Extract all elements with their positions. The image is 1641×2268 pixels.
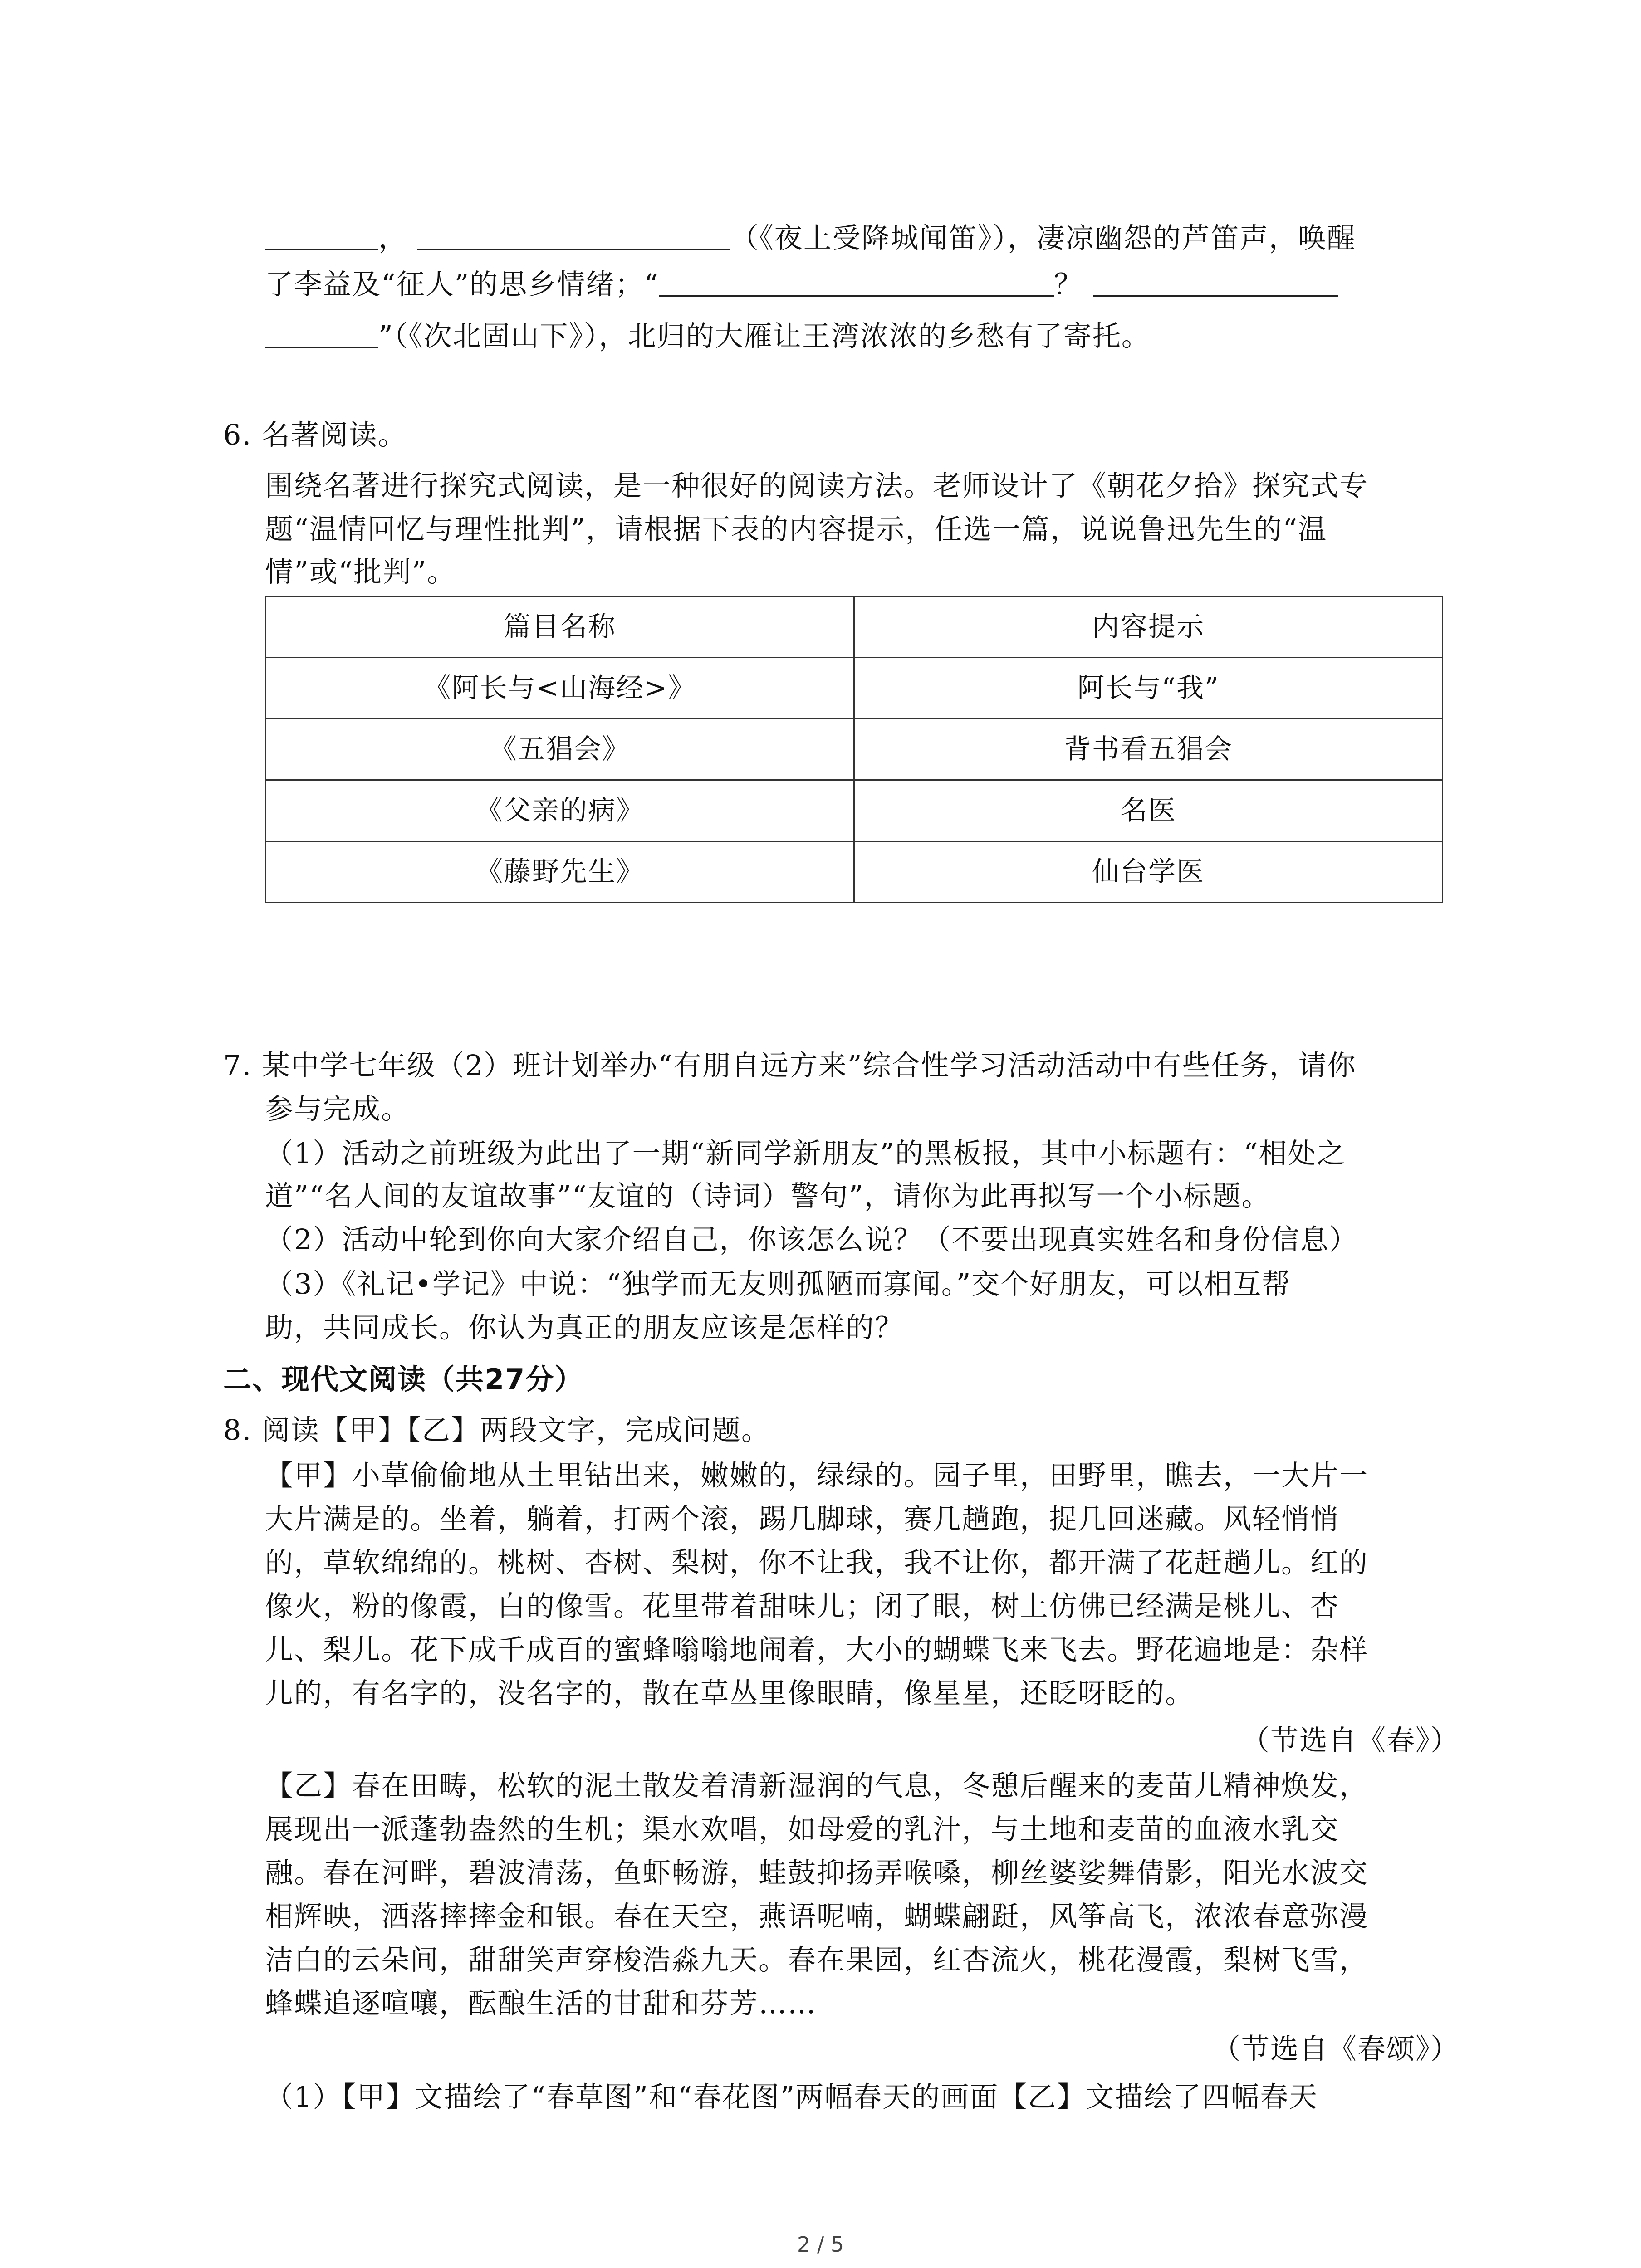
- table-row: [266, 719, 1443, 780]
- table-cell-title: 《五猖会》: [266, 719, 854, 780]
- answer-blank[interactable]: [659, 269, 1054, 297]
- q6-paragraph-line: 题“温情回忆与理性批判”，请根据下表的内容提示，任选一篇，说说鲁迅先生的“温: [265, 513, 1327, 546]
- table-header-row: [266, 596, 1443, 658]
- q5-line-1-tail: （《夜上受降城闻笛》），凄凉幽怨的芦笛声，唤醒: [730, 221, 1356, 254]
- table-cell-title: 《藤野先生》: [266, 841, 854, 903]
- passage-jia-line: 儿的，有名字的，没名字的，散在草丛里像眼睛，像星星，还眨呀眨的。: [265, 1677, 1195, 1710]
- passage-jia-line: 【甲】小草偷偷地从土里钻出来，嫩嫩的，绿绿的。园子里，田野里，瞧去，一大片一: [265, 1459, 1369, 1492]
- section-heading: 二、现代文阅读（共27分）: [223, 1363, 584, 1396]
- answer-blank[interactable]: [1093, 269, 1338, 297]
- table-cell-hint: 背书看五猖会: [854, 719, 1443, 780]
- answer-blank[interactable]: [417, 223, 730, 250]
- table-cell-title: 《阿长与<山海经>》: [266, 658, 854, 719]
- q5-line-2: 了李益及“征人”的思乡情绪；“ ？: [265, 269, 1338, 298]
- table-cell-hint: 名医: [854, 780, 1443, 841]
- passage-jia-line: 的，草软绵绵的。桃树、杏树、梨树，你不让我，我不让你，都开满了花赶趟儿。红的: [265, 1546, 1369, 1579]
- q6-title: 6. 名著阅读。: [223, 418, 407, 451]
- page-number: 2 / 5: [797, 2232, 844, 2257]
- table-cell-hint: 阿长与“我”: [854, 658, 1443, 719]
- q7-line: 道”“名人间的友谊故事”“友谊的（诗词）警句”，请你为此再拟写一个小标题。: [265, 1179, 1271, 1212]
- passage-jia-line: 大片满是的。坐着，躺着，打两个滚，踢几脚球，赛几趟跑，捉几回迷藏。风轻悄悄: [265, 1502, 1340, 1535]
- passage-jia-source: （节选自《春》）: [1241, 1724, 1460, 1757]
- answer-blank[interactable]: [265, 223, 378, 250]
- q6-paragraph-line: 围绕名著进行探究式阅读，是一种很好的阅读方法。老师设计了《朝花夕拾》探究式专: [265, 469, 1369, 502]
- passage-yi-line: 蜂蝶追逐喧嚷，酝酿生活的甘甜和芬芳……: [265, 1987, 817, 2020]
- passage-yi-line: 展现出一派蓬勃盎然的生机；渠水欢唱，如母爱的乳汁，与土地和麦苗的血液水乳交: [265, 1813, 1340, 1846]
- passage-jia-line: 儿、梨儿。花下成千成百的蜜蜂嗡嗡地闹着，大小的蝴蝶飞来飞去。野花遍地是：杂样: [265, 1633, 1369, 1666]
- table-cell-hint: 仙台学医: [854, 841, 1443, 903]
- q8-title: 8. 阅读【甲】【乙】两段文字，完成问题。: [223, 1413, 770, 1447]
- passage-yi-line: 【乙】春在田畴，松软的泥土散发着清新湿润的气息，冬憩后醒来的麦苗儿精神焕发，: [265, 1769, 1369, 1802]
- q7-title: 7. 某中学七年级（2）班计划举办“有朋自远方来”综合性学习活动活动中有些任务，请你: [223, 1049, 1357, 1082]
- q8-sub-1: （1）【甲】文描绘了“春草图”和“春花图”两幅春天的画面【乙】文描绘了四幅春天: [265, 2080, 1318, 2113]
- table-header-cell: 篇目名称: [266, 596, 854, 658]
- passage-yi-line: 融。春在河畔，碧波清荡，鱼虾畅游，蛙鼓抑扬弄喉嗓，柳丝婆娑舞倩影，阳光水波交: [265, 1856, 1369, 1889]
- passage-yi-source: （节选自《春颂》）: [1212, 2032, 1460, 2065]
- table-row: [266, 841, 1443, 903]
- answer-blank[interactable]: [265, 321, 378, 348]
- q7-sub-3: （3）《礼记•学记》中说：“独学而无友则孤陋而寡闻。”交个好朋友，可以相互帮: [265, 1267, 1291, 1300]
- table-row: [266, 780, 1443, 841]
- q5-line-3: ”（《次北固山下》），北归的大雁让王湾浓浓的乡愁有了寄托。: [265, 321, 1151, 350]
- q7-line: 参与完成。: [265, 1092, 411, 1125]
- q5-line-1: ， （《夜上受降城闻笛》），凄凉幽怨的芦笛声，唤醒: [265, 223, 1356, 252]
- q6-paragraph-line: 情”或“批判”。: [265, 555, 456, 588]
- passage-jia-line: 像火，粉的像霞，白的像雪。花里带着甜味儿；闭了眼，树上仿佛已经满是桃儿、杏: [265, 1589, 1340, 1623]
- q7-sub-1: （1）活动之前班级为此出了一期“新同学新朋友”的黑板报，其中小标题有：“相处之: [265, 1137, 1346, 1170]
- table-row: [266, 658, 1443, 719]
- works-table: [265, 596, 1443, 903]
- passage-yi-line: 相辉映，洒落摔摔金和银。春在天空，燕语呢喃，蝴蝶翩跹，风筝高飞，浓浓春意弥漫: [265, 1900, 1369, 1933]
- q7-sub-2: （2）活动中轮到你向大家介绍自己，你该怎么说？（不要出现真实姓名和身份信息）: [265, 1223, 1358, 1256]
- table-header-cell: 内容提示: [854, 596, 1443, 658]
- q7-line: 助，共同成长。你认为真正的朋友应该是怎样的？: [265, 1311, 904, 1344]
- table-cell-title: 《父亲的病》: [266, 780, 854, 841]
- passage-yi-line: 洁白的云朵间，甜甜笑声穿梭浩淼九天。春在果园，红杏流火，桃花漫霞，梨树飞雪，: [265, 1943, 1369, 1976]
